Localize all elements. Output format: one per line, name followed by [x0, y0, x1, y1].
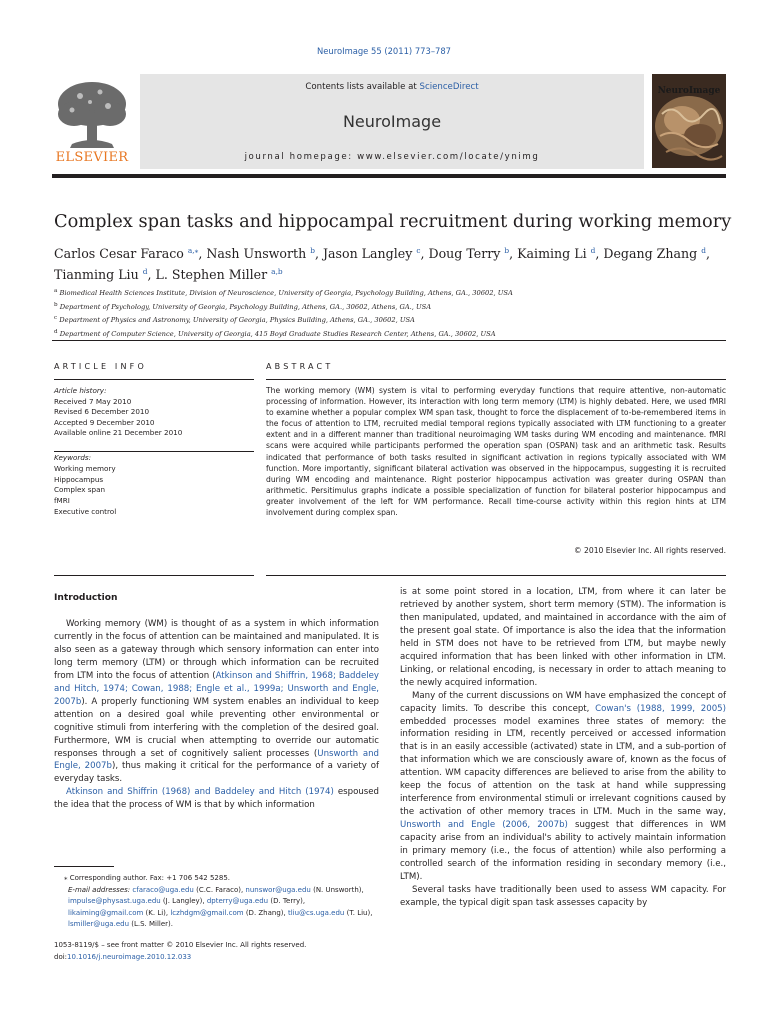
history-label: Article history:	[54, 386, 107, 395]
keyword: Working memory	[54, 463, 116, 473]
sciencedirect-link[interactable]: ScienceDirect	[419, 82, 479, 92]
affiliation	[54, 313, 744, 327]
author-separator: ,	[147, 267, 156, 283]
abstract-rule	[266, 379, 726, 380]
author-affiliation-marker[interactable]: c	[416, 246, 421, 255]
affiliation-text: Biomedical Health Sciences Institute, Division of Neuroscience, University of Georgia, Psychology Building, Athens, GA., 30602, USA	[57, 289, 513, 298]
affiliation	[54, 286, 744, 300]
author-separator: ,	[198, 246, 207, 262]
footnote-rule	[54, 866, 114, 867]
affiliation-key: c	[54, 315, 58, 322]
email-owner: (K. Li),	[143, 908, 171, 917]
keyword: fMRI	[54, 496, 70, 506]
author-name: L. Stephen Miller	[155, 267, 272, 283]
abstract-bottom-rule	[266, 575, 726, 576]
body-column-left	[54, 618, 379, 812]
journal-citation[interactable]: NeuroImage 55 (2011) 773–787	[317, 46, 451, 56]
cover-title: NeuroImage	[657, 86, 721, 96]
citation-link[interactable]: Cowan's (1988, 1999, 2005)	[595, 703, 726, 714]
paragraph	[54, 618, 379, 786]
author-separator: ,	[314, 246, 323, 262]
text: ), thus making it critical for the performance of a variety of everyday tasks.	[54, 761, 379, 785]
publisher-name: ELSEVIER	[55, 150, 129, 165]
keywords-label: Keywords:	[54, 453, 92, 462]
contents-line	[140, 82, 644, 92]
email-owner: (D. Zhang),	[243, 908, 288, 917]
paragraph	[400, 690, 726, 884]
text: ). A properly functioning WM system enables an individual to keep attention on a desired goal while preventing other environmental or cognitive stimuli from interfering with the completion of the desired goal. Furthermore, WM is crucial when attempting to override our automatic responses through a set of cognitively salient processes (	[54, 696, 379, 759]
author-separator: ,	[595, 246, 604, 262]
keyword: Hippocampus	[54, 474, 104, 484]
footnotes	[54, 873, 379, 931]
email-owner: (N. Unsworth),	[310, 885, 364, 894]
author-separator: ,	[705, 246, 710, 262]
article-history	[54, 386, 254, 439]
affiliation-text: Department of Computer Science, University of Georgia, 415 Boyd Graduate Studies Research Center, Athens, GA., 30602, USA	[57, 330, 496, 339]
journal-homepage[interactable]: journal homepage: www.elsevier.com/locate/ynimg	[244, 152, 540, 162]
keyword: Complex span	[54, 485, 106, 495]
author-name: Nash Unsworth	[206, 246, 311, 262]
text: Working memory (WM) is thought of as a system in which information currently in the focus of attention can be maintained and manipulated. It is also seen as a gateway through which sensory information can enter into long term memory (LTM) or through which information can be recruited from LTM into the focus of attention (	[54, 619, 379, 681]
author-affiliation-marker[interactable]: a,b	[271, 267, 283, 277]
email-label: E-mail addresses:	[68, 885, 133, 894]
header-rule	[52, 174, 726, 178]
email-link[interactable]: likaiming@gmail.com	[68, 908, 144, 917]
contents-prefix: Contents lists available at	[305, 82, 417, 92]
journal-header-box	[140, 74, 644, 169]
paper-title: Complex span tasks and hippocampal recruitment during working memory	[54, 211, 732, 232]
affiliation-rule	[52, 340, 726, 341]
affiliation-text: Department of Psychology, University of Georgia, Psychology Building, Athens, GA., 30602, Athens, GA., USA	[57, 302, 432, 311]
citation-link[interactable]: Atkinson and Shiffrin, 1968; Baddeley and Hitch, 1974; Cowan, 1988; Engle et al., 1999a; Unsworth and Engle, 2007b	[54, 670, 379, 707]
email-link[interactable]: tliu@cs.uga.edu	[287, 908, 345, 917]
body-column-right	[400, 586, 726, 910]
history-item: Accepted 9 December 2010	[54, 417, 155, 427]
affiliation	[54, 327, 744, 341]
author-list	[54, 242, 744, 284]
elsevier-logo	[52, 76, 132, 166]
email-owner: (J. Langley),	[160, 897, 207, 906]
affiliation-key: b	[54, 301, 58, 308]
history-item: Available online 21 December 2010	[54, 428, 183, 438]
author-affiliation-marker[interactable]: b	[310, 246, 315, 255]
introduction-heading: Introduction	[54, 593, 118, 603]
email-link[interactable]: lczhdgm@gmail.com	[170, 908, 244, 917]
paragraph: is at some point stored in a location, LTM, from where it can later be retrieved by another system, short term memory (STM). The information is then manipulated, updated, and maintained in accordance with the aim of the present goal state. Of importance is also the idea that the information held in STM does not have to be retrieved from LTM, but maybe newly acquired information that has been linked with other information in LTM. Linking, or relational encoding, is necessary in order to attach meaning to the newly acquired information.	[400, 587, 726, 688]
info-bottom-rule	[54, 575, 254, 576]
keywords-rule	[54, 451, 254, 452]
author-name: Jason Langley	[322, 246, 417, 262]
author-name: Kaiming Li	[517, 246, 591, 262]
author-name: Carlos Cesar Faraco	[54, 246, 188, 262]
text: Many of the current discussions on WM have emphasized the concept of capacity limits. To describe this concept,	[400, 690, 726, 714]
author-name: Doug Terry	[428, 246, 505, 262]
corresponding-author: ⁎ Corresponding author. Fax: +1 706 542 5285.	[64, 874, 231, 882]
article-info-heading: ARTICLE INFO	[54, 362, 147, 371]
email-owner: (C.C. Faraco),	[193, 885, 246, 894]
author-separator: ,	[420, 246, 429, 262]
email-link[interactable]: dpterry@uga.edu	[206, 897, 269, 906]
email-owner: (T. Liu),	[344, 908, 373, 917]
issn-line: 1053-8119/$ – see front matter © 2010 Elsevier Inc. All rights reserved.	[54, 941, 307, 949]
journal-title: NeuroImage	[342, 112, 442, 131]
doi-link[interactable]: 10.1016/j.neuroimage.2010.12.033	[67, 952, 192, 961]
keyword: Executive control	[54, 506, 117, 516]
affiliation	[54, 300, 744, 314]
citation-link[interactable]: Unsworth and Engle (2006, 2007b)	[400, 820, 568, 831]
history-item: Revised 6 December 2010	[54, 407, 150, 417]
author-affiliation-marker[interactable]: d	[701, 246, 706, 255]
email-link[interactable]: cfaraco@uga.edu	[132, 885, 194, 894]
author-name: Degang Zhang	[603, 246, 702, 262]
citation-link[interactable]: Atkinson and Shiffrin (1968) and Baddeley and Hitch (1974)	[66, 787, 334, 798]
doi-label: doi:	[54, 952, 68, 961]
abstract-text: The working memory (WM) system is vital to performing everyday functions that require attentive, non-automatic processing of information. However, its interaction with long term memory (LTM) is highly debated. Here, we used fMRI to examine whether a popular complex WM span task, thought to force the displacement of to-be-remembered items in the focus of attention to LTM, recruited medial temporal regions typically associated with LTM functioning to a greater extent and in a different manner than traditional neuroimaging WM tasks during WM encoding and maintenance. fMRI scans were acquired while participants performed the operation span (OSPAN) task and an arithmetic task. Results indicated that performance of both tasks resulted in significant activation in regions typically associated with WM function. More importantly, significant bilateral activation was observed in the hippocampus, suggesting it is recruited during WM encoding and maintenance. Right posterior hippocampus activation was greater during OSPAN than arithmetic. Persitimulus graphs indicate a possible specialization of function for bilateral posterior hippocampus and greater involvement of the left for WM performance. Recall time-course activity within this region hints at LTM involvement during complex span.	[266, 386, 726, 518]
text: suggest that differences in WM capacity arise from an individual's ability to actively maintain information in primary memory (i.e., the focus of attention) while also performing a controlled search of the information residing in secondary memory (i.e., LTM).	[400, 820, 726, 882]
affiliation-text: Department of Physics and Astronomy, University of Georgia, Physics Building, Athens, GA., 30602, USA	[57, 316, 415, 325]
bottom-info	[54, 940, 379, 963]
abstract-heading: ABSTRACT	[266, 362, 334, 371]
email-owner: (L.S. Miller).	[129, 920, 174, 929]
author-affiliation-marker[interactable]: a,⁎	[187, 246, 199, 255]
keywords	[54, 453, 254, 518]
author-separator: ,	[509, 246, 518, 262]
email-link[interactable]: lsmiller@uga.edu	[68, 920, 130, 929]
text: espoused the idea that the process of WM is that by which information	[54, 787, 379, 811]
email-addresses	[54, 885, 379, 931]
doi-line	[54, 952, 379, 964]
text: embedded processes model examines three states of memory: the information residing in LTM, recently perceived or accessed information that is in an easily accessible (activated) state in LTM, and a sub-portion of that information which we are consciously aware of, known as the focus of attention. WM capacity differences are believed to arise from the ability to keep the focus of attention on the task at hand while suppressing interference from environmental stimuli or irrelevant cognitions caused by the activation of other memory traces in LTM. Much in the same way,	[400, 716, 726, 818]
journal-cover-image	[652, 74, 726, 168]
affiliation-key: d	[54, 328, 58, 335]
affiliations	[54, 286, 744, 341]
email-owner: (D. Terry),	[268, 897, 306, 906]
article-info-rule	[54, 379, 254, 380]
paragraph: Several tasks have traditionally been used to assess WM capacity. For example, the typical digit span task assesses capacity by	[400, 884, 726, 908]
author-affiliation-marker[interactable]: d	[590, 246, 596, 255]
history-item: Received 7 May 2010	[54, 396, 132, 406]
citation-link[interactable]: Unsworth and Engle, 2007b	[54, 748, 380, 772]
paragraph	[54, 786, 379, 812]
copyright: © 2010 Elsevier Inc. All rights reserved.	[574, 546, 726, 555]
author-name: Tianming Liu	[54, 267, 143, 283]
affiliation-key: a	[54, 288, 58, 294]
author-affiliation-marker[interactable]: b	[504, 246, 510, 255]
email-link[interactable]: nunswor@uga.edu	[245, 885, 311, 894]
author-affiliation-marker[interactable]: d	[142, 267, 148, 277]
email-link[interactable]: impulse@physast.uga.edu	[68, 897, 161, 906]
